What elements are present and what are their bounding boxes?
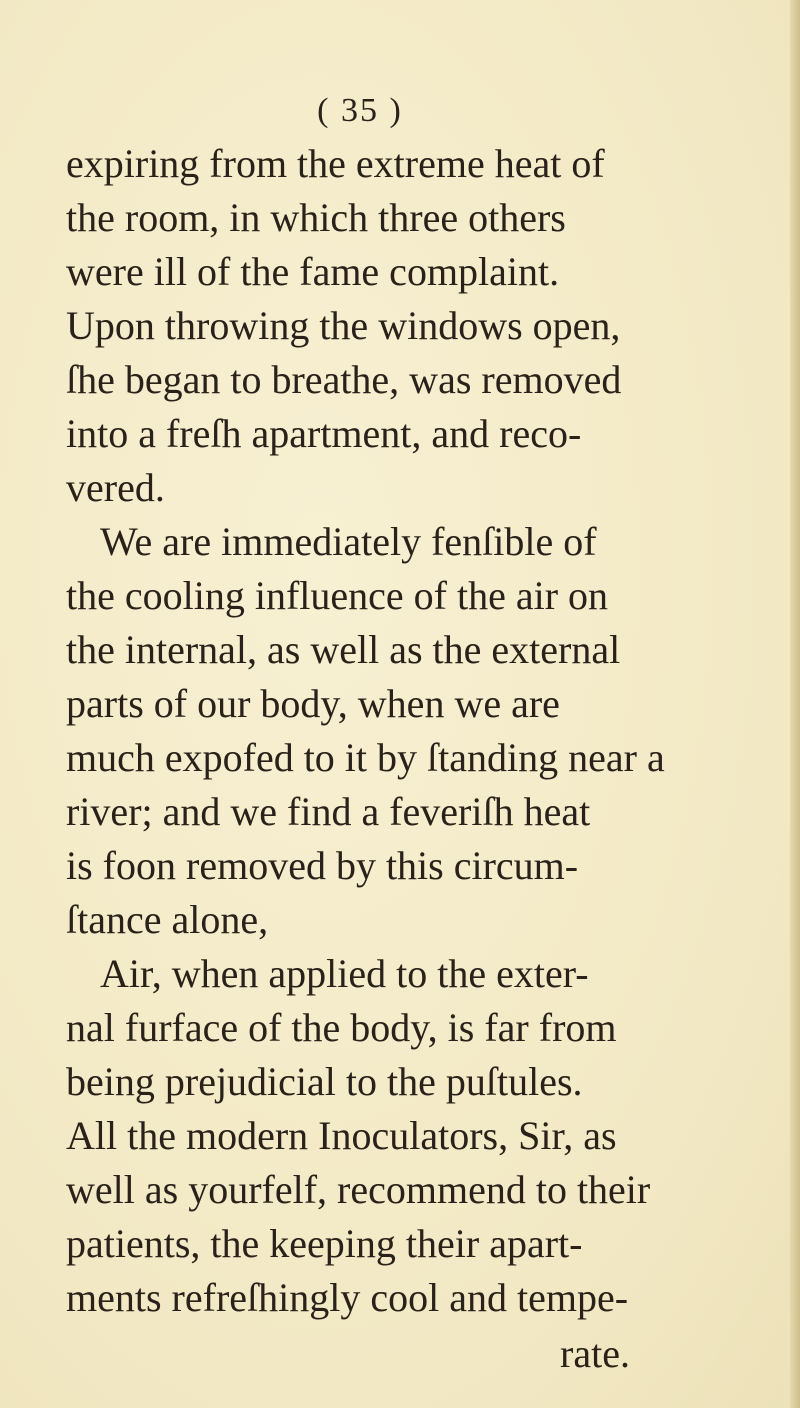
text-line: the cooling influence of the air on: [66, 573, 609, 618]
text-line: the room, in which three others: [66, 195, 566, 240]
text-line: parts of our body, when we are: [66, 681, 560, 726]
text-line: ſtance alone,: [66, 897, 269, 942]
text-line: were ill of the fame complaint.: [66, 249, 560, 294]
text-line: ments refreſhingly cool and tempe-: [66, 1275, 629, 1320]
text-line: All the modern Inoculators, Sir, as: [66, 1113, 617, 1158]
text-line: Upon throwing the windows open,: [66, 303, 621, 348]
text-line: nal furface of the body, is far from: [66, 1005, 617, 1050]
text-line: patients, the keeping their apart-: [66, 1221, 583, 1266]
text-line: is foon removed by this circum-: [66, 843, 579, 888]
text-line: vered.: [66, 465, 165, 510]
page-edge: [790, 0, 800, 1408]
text-line: river; and we find a feveriſh heat: [66, 789, 591, 834]
text-line: ſhe began to breathe, was removed: [66, 357, 622, 402]
catchword: rate.: [560, 1331, 630, 1376]
text-line: being prejudicial to the puſtules.: [66, 1059, 583, 1104]
page-number: ( 35 ): [317, 92, 403, 129]
text-line: the internal, as well as the external: [66, 627, 621, 672]
text-line: We are immediately fenſible of: [100, 519, 597, 564]
text-line: Air, when applied to the exter-: [100, 951, 589, 996]
text-line: much expofed to it by ſtanding near a: [66, 735, 665, 780]
text-line: well as yourfelf, recommend to their: [66, 1167, 651, 1212]
text-line: into a freſh apartment, and reco-: [66, 411, 582, 456]
text-line: expiring from the extreme heat of: [66, 141, 605, 186]
